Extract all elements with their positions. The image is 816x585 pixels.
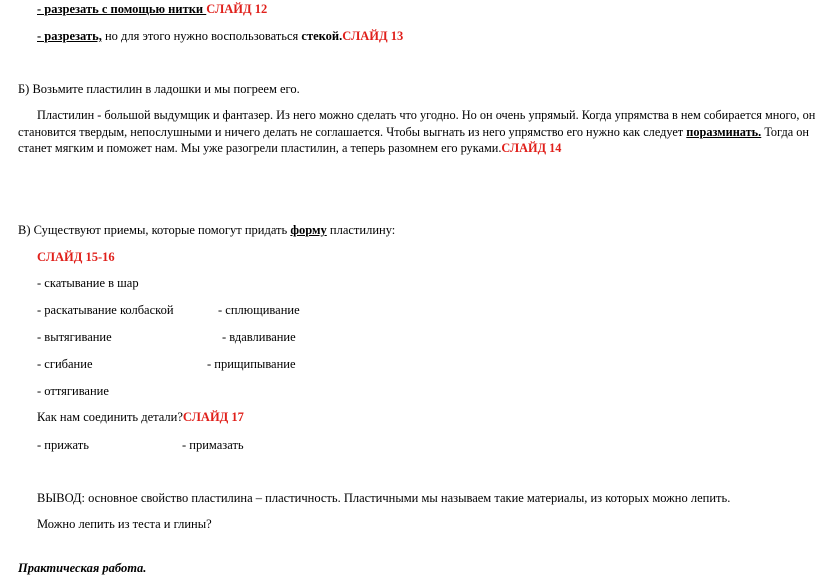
plasticine-paragraph — [18, 107, 816, 157]
method-pinching: - прищипывание — [207, 357, 296, 371]
cut-thread-text: - разрезать с помощью нитки — [37, 2, 207, 16]
paragraph-text-2: Тогда он станет мягким и поможет нам. Мы уже разогрели пластилин, а теперь разомнем его руками. — [18, 124, 810, 156]
section-v-text: В) Существуют приемы, которые помогут придать — [18, 223, 291, 237]
line-cut-thread — [37, 1, 267, 18]
slide-12-label: СЛАЙД 12 — [206, 2, 268, 16]
stack-word: стекой. — [301, 29, 343, 43]
method-bending: - сгибание — [37, 357, 93, 371]
conclusion-text: ВЫВОД: основное свойство пластилина – пластичность. Пластичными мы называем такие материалы, из которых можно лепить. — [37, 491, 731, 505]
form-word: форму — [290, 223, 327, 237]
question-join-parts — [37, 409, 244, 426]
method-pulling: - оттягивание — [37, 384, 109, 398]
slide-14-label: СЛАЙД 14 — [501, 141, 562, 156]
slide-13-label: СЛАЙД 13 — [342, 29, 404, 43]
method-stretching: - вытягивание — [37, 330, 112, 344]
join-pressing: - прижать — [37, 438, 89, 452]
knead-word: поразминать. — [686, 124, 762, 139]
question-dough-clay: Можно лепить из теста и глины? — [37, 517, 212, 531]
method-rolling-ball: - скатывание в шар — [37, 276, 139, 290]
method-flattening: - сплющивание — [218, 303, 300, 317]
slide-17-label: СЛАЙД 17 — [182, 410, 244, 424]
section-b-heading: Б) Возьмите пластилин в ладошки и мы погреем его. — [18, 82, 300, 96]
slide-15-16-label: СЛАЙД 15-16 — [37, 250, 115, 264]
section-v-heading — [18, 222, 395, 239]
method-rolling-sausage: - раскатывание колбаской — [37, 303, 174, 317]
cut-text: - разрезать, — [37, 29, 102, 43]
method-pressing-in: - вдавливание — [222, 330, 296, 344]
line-cut-stack — [37, 28, 403, 45]
practical-work-heading: Практическая работа. — [18, 561, 147, 575]
section-v-text-end: пластилину: — [326, 223, 396, 237]
paragraph-text-1: Пластилин - большой выдумщик и фантазер. Из него можно сделать что угодно. Но он очень упрямый. Когда упрямства в нем собирается много, он становится твердым, непослушными и ничего делать не соглашается. Чтобы выгнать из него упрямство его нужно как следует — [18, 108, 816, 139]
cut-stack-text: но для этого нужно воспользоваться — [101, 29, 302, 43]
join-smearing: - примазать — [182, 438, 244, 452]
question-join-text: Как нам соединить детали? — [37, 410, 183, 424]
